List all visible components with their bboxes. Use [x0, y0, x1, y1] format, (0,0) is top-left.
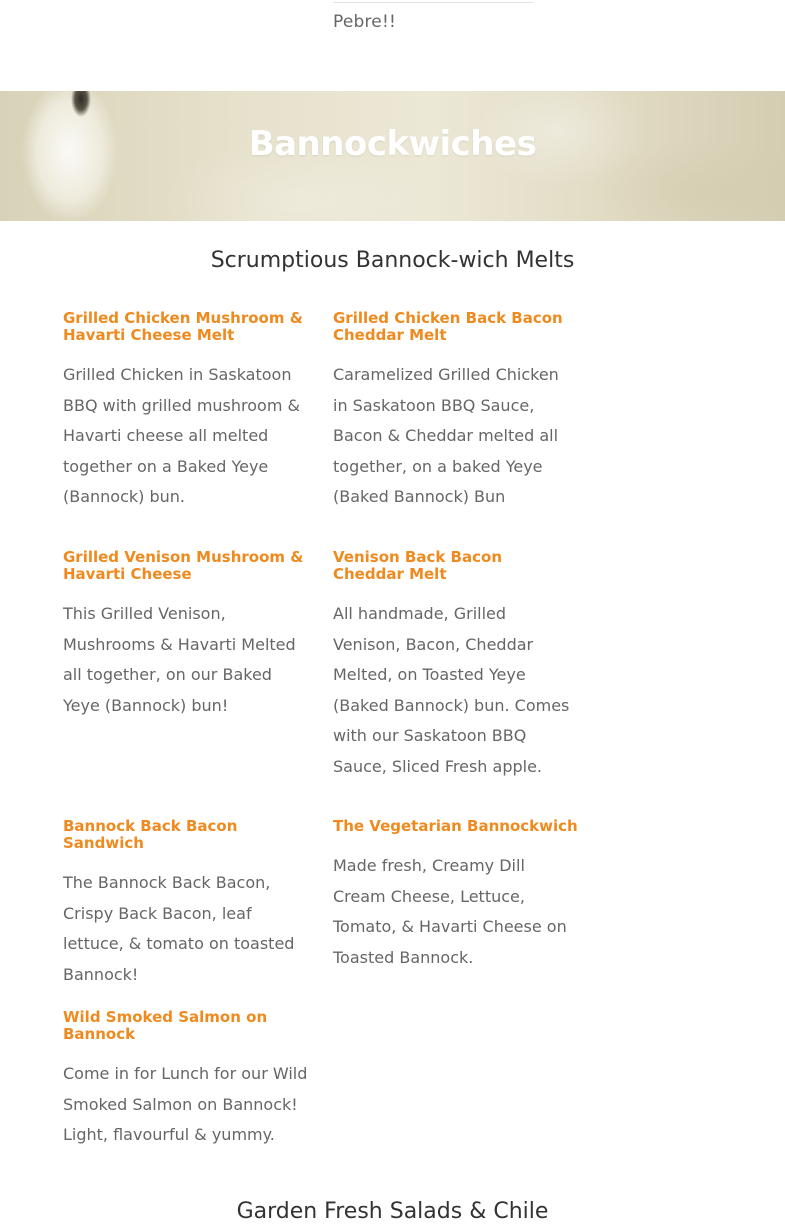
- menu-item: [63, 1009, 308, 1151]
- menu-item: [333, 818, 578, 973]
- previous-section-tail: [0, 0, 785, 91]
- menu-item: [63, 549, 308, 721]
- menu-item-description: Grilled Chicken in Saskatoon BBQ with grilled mushroom & Havarti cheese all melted together on a Baked Yeye (Bannock) bun.: [63, 365, 300, 507]
- menu-item-title: Grilled Chicken Mushroom & Havarti Cheese Melt: [63, 309, 303, 344]
- menu-item-description: Made fresh, Creamy Dill Cream Cheese, Lettuce, Tomato, & Havarti Cheese on Toasted Bannock.: [333, 856, 567, 967]
- menu-item-description: All handmade, Grilled Venison, Bacon, Cheddar Melted, on Toasted Yeye (Baked Bannock) bun. Comes with our Saskatoon BBQ Sauce, Sliced Fresh apple.: [333, 604, 570, 776]
- menu-item-title: Wild Smoked Salmon on Bannock: [63, 1008, 268, 1043]
- menu-item-title: Venison Back Bacon Cheddar Melt: [333, 548, 502, 583]
- section-title-salads: Garden Fresh Salads & Chile: [236, 1199, 549, 1224]
- menu-item-title: The Vegetarian Bannockwich: [333, 817, 578, 835]
- menu-item-description: Come in for Lunch for our Wild Smoked Salmon on Bannock! Light, flavourful & yummy.: [63, 1064, 308, 1145]
- menu-item-title: Bannock Back Bacon Sandwich: [63, 817, 238, 852]
- banner-title: Bannockwiches: [248, 124, 537, 164]
- bannockwiches-banner: [0, 91, 785, 221]
- section-title-melts: Scrumptious Bannock-wich Melts: [210, 248, 575, 273]
- menu-item-description: This Grilled Venison, Mushrooms & Havarti Melted all together, on our Baked Yeye (Bannock) bun!: [63, 604, 296, 715]
- menu-item-description: Caramelized Grilled Chicken in Saskatoon BBQ Sauce, Bacon & Cheddar melted all together, on a baked Yeye (Baked Bannock) Bun: [333, 365, 559, 507]
- menu-item: [333, 310, 578, 513]
- menu-item-title: Grilled Chicken Back Bacon Cheddar Melt: [333, 309, 563, 344]
- previous-item-description: Pebre!!: [333, 12, 397, 32]
- menu-item-title: Grilled Venison Mushroom & Havarti Cheese: [63, 548, 304, 583]
- menu-item-description: The Bannock Back Bacon, Crispy Back Bacon, leaf lettuce, & tomato on toasted Bannock!: [63, 873, 295, 984]
- menu-item: [63, 310, 308, 513]
- banner-image-detail: [70, 91, 92, 121]
- previous-text-cutoff: [333, 0, 533, 3]
- menu-item: [333, 549, 578, 783]
- menu-item: [63, 818, 308, 990]
